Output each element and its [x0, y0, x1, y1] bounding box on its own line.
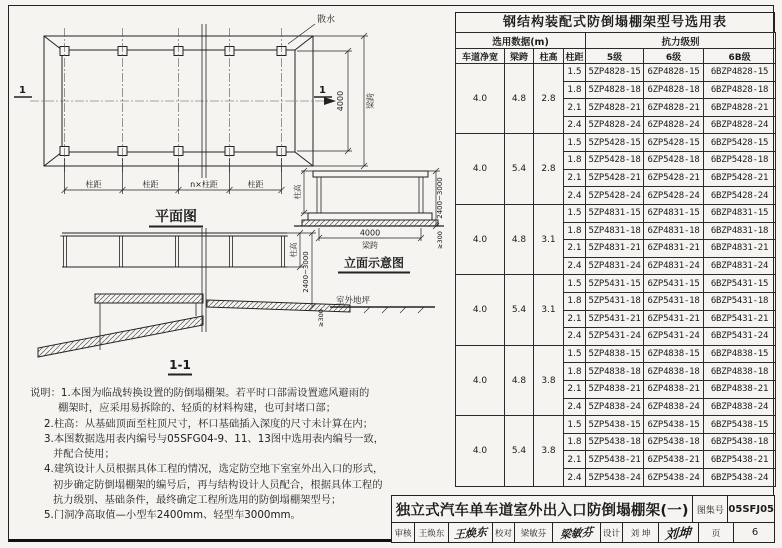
- col-grade-6: 6级: [644, 49, 704, 64]
- cell-column-height: 3.1: [534, 275, 564, 345]
- cell-model-6: 6ZP5431-15: [644, 275, 704, 293]
- cell-model-6: 6ZP4831-24: [644, 257, 704, 275]
- cell-model-6: 6ZP4828-15: [644, 64, 704, 82]
- cell-model-6b: 6BZP4838-15: [704, 345, 776, 363]
- cell-column-height: 2.8: [534, 134, 564, 204]
- elevation-dim-column-height: 柱高: [293, 184, 302, 200]
- section-mark-right: 1: [319, 85, 326, 96]
- checker-signature: 梁敏芬: [553, 523, 601, 542]
- cell-model-6b: 6BZP5438-21: [704, 451, 776, 469]
- elevation-bottom-dimension: [316, 228, 424, 250]
- cell-spacing: 1.5: [564, 64, 586, 82]
- cell-model-5: 5ZP4831-18: [586, 222, 644, 240]
- cell-model-6b: 6BZP5431-21: [704, 310, 776, 328]
- cell-spacing: 2.4: [564, 328, 586, 346]
- cell-spacing: 1.5: [564, 204, 586, 222]
- elevation-base-slab: [308, 213, 432, 220]
- cell-spacing: 2.4: [564, 116, 586, 134]
- cell-model-6b: 6BZP4838-18: [704, 363, 776, 381]
- cell-lane-width: 4.0: [456, 134, 505, 204]
- auditor-signature: 王焕东: [449, 523, 493, 542]
- cell-spacing: 1.5: [564, 134, 586, 152]
- cell-spacing: 1.5: [564, 416, 586, 434]
- cell-model-6b: 6BZP4831-24: [704, 257, 776, 275]
- col-beam-span: 梁跨: [505, 49, 534, 64]
- elevation-drawing: [292, 168, 444, 273]
- cell-column-height: 3.8: [534, 345, 564, 415]
- notes-block: [30, 386, 398, 524]
- section-dim-column-height: 柱高: [289, 242, 298, 258]
- cell-model-6b: 6BZP4838-21: [704, 381, 776, 399]
- plan-dim-spacing-n: n×柱距: [190, 180, 218, 189]
- cell-model-6: 6ZP4838-15: [644, 345, 704, 363]
- cell-model-6b: 6BZP5438-18: [704, 433, 776, 451]
- col-column-spacing: 柱距: [564, 49, 586, 64]
- cell-model-5: 5ZP5438-15: [586, 416, 644, 434]
- cell-model-6: 6ZP4831-15: [644, 204, 704, 222]
- cell-lane-width: 4.0: [456, 64, 505, 134]
- elevation-dim-min: ≥300: [436, 231, 444, 249]
- elevation-base-plate: [302, 220, 438, 226]
- cell-model-5: 5ZP4828-18: [586, 81, 644, 99]
- note-line: 抗力级别、基础条件，最终确定工程所选用的防倒塌棚架型号；: [53, 494, 342, 507]
- cell-model-5: 5ZP5438-24: [586, 469, 644, 487]
- cell-model-6b: 6BZP5428-21: [704, 169, 776, 187]
- atlas-number-value: 05SFJ05: [728, 503, 774, 515]
- cell-beam-span: 4.8: [505, 345, 534, 415]
- ground-level-label: 室外地坪: [336, 296, 371, 306]
- cell-model-5: 5ZP5431-18: [586, 292, 644, 310]
- cell-model-6: 6ZP5438-24: [644, 469, 704, 487]
- section-dim-min: ≥300: [317, 309, 325, 327]
- drawings-canvas: [0, 0, 455, 390]
- plan-dim-spacing-2: 柱距: [142, 180, 159, 189]
- cell-model-6: 6ZP5438-18: [644, 433, 704, 451]
- plan-bottom-dimensions: [62, 158, 285, 194]
- cell-spacing: 2.4: [564, 187, 586, 205]
- elevation-dim-liangkua: 梁跨: [362, 241, 378, 250]
- cell-spacing: 2.1: [564, 451, 586, 469]
- cell-beam-span: 5.4: [505, 416, 534, 487]
- note-line: 并配合使用；: [53, 448, 115, 461]
- col-grade-5: 5级: [586, 49, 644, 64]
- elevation-columns: [317, 177, 423, 213]
- checker-name: 梁敏芬: [515, 523, 553, 542]
- cell-spacing: 2.1: [564, 310, 586, 328]
- cell-model-5: 5ZP4828-21: [586, 99, 644, 117]
- audit-label: 审核: [392, 523, 415, 542]
- cell-model-6: 6ZP5438-15: [644, 416, 704, 434]
- cell-column-height: 3.1: [534, 204, 564, 274]
- cell-model-6b: 6BZP5428-24: [704, 187, 776, 205]
- cell-spacing: 1.8: [564, 363, 586, 381]
- cell-model-6b: 6BZP4831-15: [704, 204, 776, 222]
- cell-model-5: 5ZP5431-21: [586, 310, 644, 328]
- cell-model-6b: 6BZP4831-18: [704, 222, 776, 240]
- cell-model-6: 6ZP5431-24: [644, 328, 704, 346]
- cell-model-6b: 6BZP5438-15: [704, 416, 776, 434]
- col-lane-width: 车道净宽: [456, 49, 505, 64]
- cell-model-6b: 6BZP5438-24: [704, 469, 776, 487]
- cell-beam-span: 4.8: [505, 204, 534, 274]
- elevation-right-dimension: [428, 168, 444, 249]
- cell-spacing: 1.8: [564, 222, 586, 240]
- cell-beam-span: 5.4: [505, 134, 534, 204]
- designer-signature: 刘坤: [659, 523, 699, 542]
- cell-model-5: 5ZP5428-18: [586, 152, 644, 170]
- cell-model-6b: 6BZP5431-15: [704, 275, 776, 293]
- cell-model-5: 5ZP4831-21: [586, 240, 644, 258]
- cell-spacing: 1.8: [564, 81, 586, 99]
- plan-dim-spacing-4: 柱距: [247, 180, 264, 189]
- cell-model-6: 6ZP5428-18: [644, 152, 704, 170]
- page-number: 6: [751, 527, 759, 538]
- note-line: 3.本图数据选用表内编号与05SFG04-9、11、13图中选用表内编号一致，: [44, 432, 385, 445]
- cell-spacing: 2.1: [564, 381, 586, 399]
- header-selection-data: 选用数据(m): [456, 33, 586, 49]
- sheet-title: 独立式汽车单车道室外出入口防倒塌棚架(一): [392, 496, 693, 522]
- cell-model-6b: 6BZP5428-15: [704, 134, 776, 152]
- cell-model-6b: 6BZP5431-18: [704, 292, 776, 310]
- cell-model-6b: 6BZP4828-21: [704, 99, 776, 117]
- cell-lane-width: 4.0: [456, 204, 505, 274]
- cell-model-5: 5ZP4838-21: [586, 381, 644, 399]
- cell-model-5: 5ZP5428-24: [586, 187, 644, 205]
- cell-model-6: 6ZP4838-21: [644, 381, 704, 399]
- cell-model-6: 6ZP4828-24: [644, 116, 704, 134]
- elevation-title: 立面示意图: [343, 256, 405, 270]
- cell-model-6b: 6BZP5428-18: [704, 152, 776, 170]
- cell-spacing: 2.1: [564, 240, 586, 258]
- cell-model-6: 6ZP5428-15: [644, 134, 704, 152]
- cell-spacing: 2.4: [564, 398, 586, 416]
- cell-model-6b: 6BZP4838-24: [704, 398, 776, 416]
- cell-model-5: 5ZP4838-15: [586, 345, 644, 363]
- cell-spacing: 1.8: [564, 292, 586, 310]
- cell-lane-width: 4.0: [456, 416, 505, 487]
- section-ramp-slab: [38, 316, 203, 357]
- cell-model-6b: 6BZP4828-24: [704, 116, 776, 134]
- section-roof-line: [62, 233, 287, 236]
- cell-spacing: 1.5: [564, 345, 586, 363]
- cell-spacing: 2.1: [564, 169, 586, 187]
- note-line: 棚架时，应采用易拆除的、轻质的材料构建，也可封堵口部；: [58, 402, 337, 415]
- cell-model-5: 5ZP4831-15: [586, 204, 644, 222]
- check-label: 校对: [493, 523, 515, 542]
- cell-model-6b: 6BZP4828-18: [704, 81, 776, 99]
- cell-model-5: 5ZP4831-24: [586, 257, 644, 275]
- cell-spacing: 1.8: [564, 433, 586, 451]
- section-direction-arrow: [324, 97, 336, 105]
- cell-model-5: 5ZP5431-24: [586, 328, 644, 346]
- cell-model-6: 6ZP5431-18: [644, 292, 704, 310]
- splash-leader-line: [288, 24, 315, 44]
- page-label: 页: [699, 523, 734, 542]
- cell-model-5: 5ZP4828-24: [586, 116, 644, 134]
- cell-model-5: 5ZP5428-15: [586, 134, 644, 152]
- cell-model-6b: 6BZP5431-24: [704, 328, 776, 346]
- cell-spacing: 2.1: [564, 99, 586, 117]
- cell-model-5: 5ZP5431-15: [586, 275, 644, 293]
- section-curb-cap: [95, 294, 203, 303]
- section-dim-height-range: 2400~3000: [302, 251, 310, 293]
- elevation-dim-4000: 4000: [359, 228, 381, 238]
- note-line: 2.柱高：从基础顶面至柱顶尺寸，杯口基础插入深度的尺寸未计算在内；: [44, 417, 374, 430]
- cell-spacing: 1.8: [564, 152, 586, 170]
- note-line: 1.本图为临战转换设置的防倒塌棚架。若平时口部需设置遮风避雨的: [60, 387, 370, 399]
- cell-spacing: 1.5: [564, 275, 586, 293]
- cell-column-height: 3.8: [534, 416, 564, 487]
- designer-name: 刘 坤: [623, 523, 659, 542]
- header-resistance-grade: 抗力级别: [586, 33, 776, 49]
- cell-model-5: 5ZP5438-18: [586, 433, 644, 451]
- cell-model-6: 6ZP4828-18: [644, 81, 704, 99]
- elevation-dim-height-range: 2400~3000: [436, 177, 444, 219]
- cell-spacing: 2.4: [564, 469, 586, 487]
- note-line: 初步确定防倒塌棚架的编号后，再与结构设计人员配合，根据具体工程的: [53, 478, 383, 491]
- cell-model-5: 5ZP5428-21: [586, 169, 644, 187]
- section-mark-left: 1: [19, 85, 26, 96]
- cell-model-6: 6ZP4828-21: [644, 99, 704, 117]
- cell-model-6: 6ZP5438-21: [644, 451, 704, 469]
- cell-column-height: 2.8: [534, 64, 564, 134]
- cell-model-5: 5ZP4838-24: [586, 398, 644, 416]
- cell-model-5: 5ZP5438-21: [586, 451, 644, 469]
- cell-model-6: 6ZP4838-18: [644, 363, 704, 381]
- col-column-height: 柱高: [534, 49, 564, 64]
- cell-spacing: 2.4: [564, 257, 586, 275]
- cell-model-6: 6ZP5428-21: [644, 169, 704, 187]
- splash-label: 散水: [317, 15, 336, 25]
- design-label: 设计: [601, 523, 623, 542]
- table-title: 钢结构装配式防倒塌棚架型号选用表: [455, 12, 775, 32]
- elevation-beam: [313, 171, 428, 177]
- plan-dim-4000: 4000: [336, 90, 345, 112]
- cell-model-6: 6ZP4838-24: [644, 398, 704, 416]
- title-block: [391, 495, 775, 543]
- section-columns: [60, 236, 288, 267]
- col-grade-6b: 6B级: [704, 49, 776, 64]
- notes-label: 说明：: [30, 387, 61, 399]
- cell-lane-width: 4.0: [456, 275, 505, 345]
- plan-dim-spacing-1: 柱距: [85, 180, 102, 189]
- section-right-dimensions: [287, 230, 325, 327]
- cell-beam-span: 5.4: [505, 275, 534, 345]
- cell-model-5: 5ZP4838-18: [586, 363, 644, 381]
- note-line: 5.门洞净高取值—小型车2400mm、轻型车3000mm。: [44, 509, 301, 522]
- note-line: 4.建筑设计人员根据具体工程的情况，选定防空地下室室外出入口的形式，: [44, 463, 384, 476]
- cell-model-6: 6ZP4831-21: [644, 240, 704, 258]
- cell-lane-width: 4.0: [456, 345, 505, 415]
- cell-model-6: 6ZP5428-24: [644, 187, 704, 205]
- cell-beam-span: 4.8: [505, 64, 534, 134]
- plan-dim-liangkua: 梁跨: [366, 93, 375, 109]
- section-ground-hatch: [364, 307, 424, 313]
- model-selection-table: [455, 12, 775, 487]
- cell-model-6: 6ZP4831-18: [644, 222, 704, 240]
- cell-model-6b: 6BZP4828-15: [704, 64, 776, 82]
- atlas-number-label: 图集号: [693, 496, 728, 522]
- cell-model-5: 5ZP4828-15: [586, 64, 644, 82]
- section-apron-slab: [207, 300, 350, 312]
- cell-model-6b: 6BZP4831-21: [704, 240, 776, 258]
- cell-model-6: 6ZP5431-21: [644, 310, 704, 328]
- auditor-name: 王焕东: [415, 523, 449, 542]
- section-title: 1-1: [169, 358, 191, 372]
- plan-view-title: 平面图: [155, 209, 197, 225]
